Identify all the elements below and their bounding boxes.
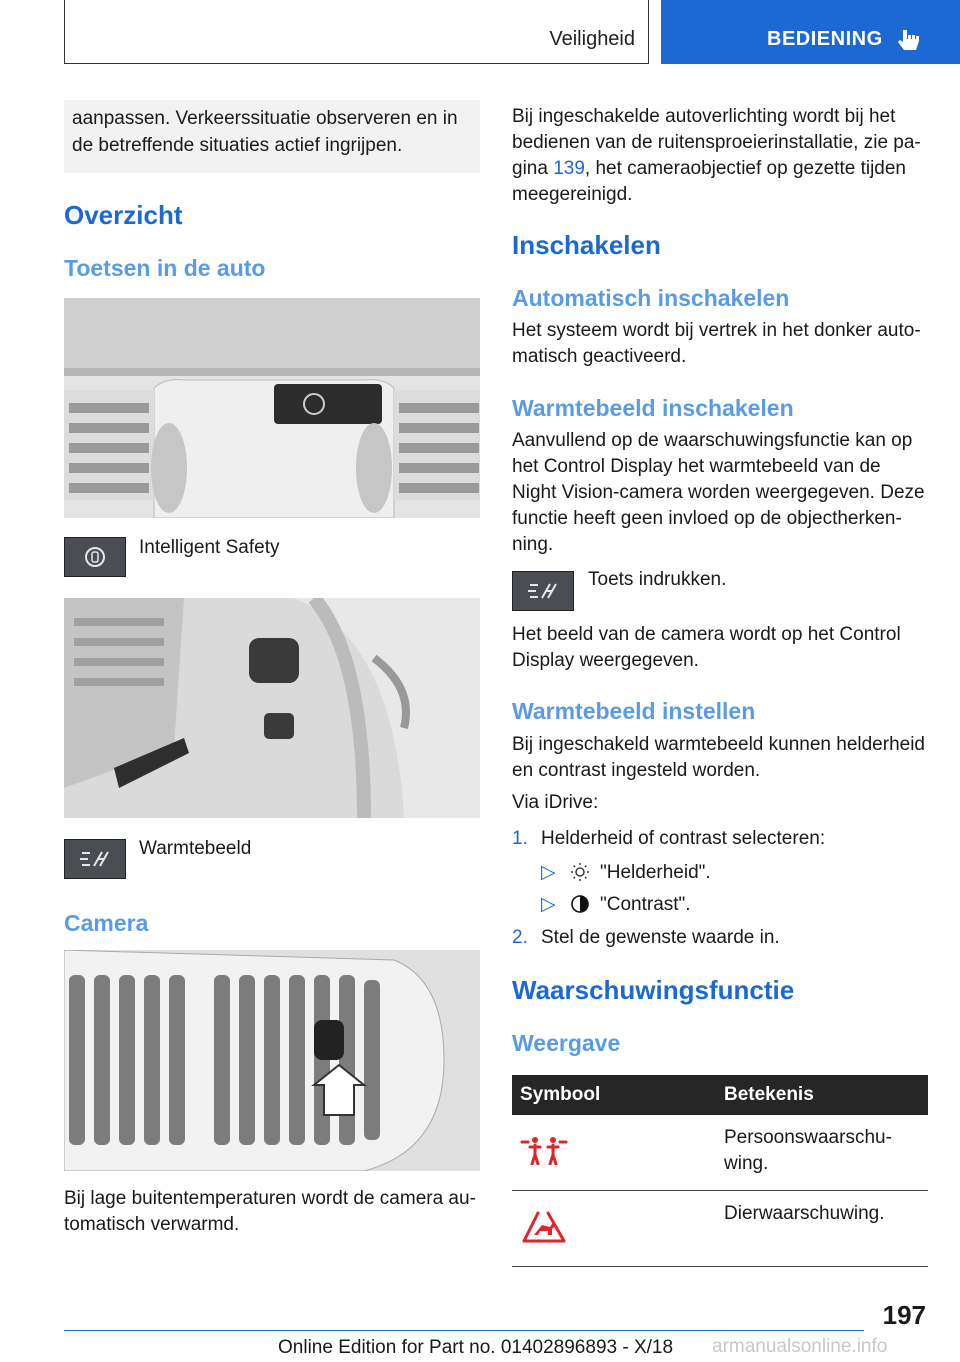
symbol-table: [512, 1075, 928, 1267]
display-text: Het beeld van de camera wordt op het Control Display weergegeven.: [512, 624, 901, 671]
heading-waarschuwingsfunctie: Waarschuwingsfunctie: [512, 975, 795, 1005]
table-row: [512, 1191, 928, 1267]
col-symbool: Symbool: [520, 1084, 601, 1105]
col-betekenis: Betekenis: [724, 1084, 814, 1105]
tab-label: BEDIENING: [767, 28, 883, 50]
heading-automatisch: Automatisch inschakelen: [512, 285, 790, 311]
key1-label: Intelligent Safety: [139, 537, 280, 558]
key-press-text: Toets indrukken.: [588, 569, 727, 590]
edition-text: Online Edition for Part no. 01402896893 - X/18: [278, 1337, 674, 1358]
watermark-text: armanualsonline.info: [712, 1336, 888, 1357]
row1-text: Persoonswaarschu-wing.: [724, 1127, 892, 1174]
footer-rule: [64, 1330, 864, 1331]
row2-text: Dierwaarschuwing.: [724, 1203, 885, 1224]
intelligent-safety-button-icon: [64, 537, 126, 577]
table-header: [512, 1075, 928, 1115]
warm-in-text: Aanvullend op de waarschuwingsfunctie kan op het Control Display het warmtebeeld van de Night Vision-camera worden weergegeven. Deze functie heeft geen invloed op de objectherken-ning.: [512, 430, 925, 555]
page-number: 197: [882, 1300, 926, 1330]
intro-paragraph: [512, 104, 928, 208]
intro-text-b: , het cameraobjectief op gezette tijden meegereinigd.: [512, 158, 906, 205]
step1-number: 1.: [512, 828, 528, 849]
contrast-icon: [570, 894, 590, 914]
warm-inst-text: Bij ingeschakeld warmtebeeld kunnen helderheid en contrast ingesteld worden.: [512, 734, 925, 781]
step2-number: 2.: [512, 927, 528, 948]
page-link-139[interactable]: 139: [553, 158, 585, 179]
table-row: [512, 1115, 928, 1191]
steering-column-photo: [64, 598, 480, 818]
auto-text: Het systeem wordt bij vertrek in het donker auto-matisch geactiveerd.: [512, 320, 921, 367]
heading-overzicht: Overzicht: [64, 200, 183, 230]
section-title: Veiligheid: [549, 28, 635, 50]
step2-text: Stel de gewenste waarde in.: [541, 927, 780, 948]
intro-text-a: Bij ingeschakelde autoverlichting wordt bij het bedienen van de ruitensproeierinstallatie, zie pa-gina: [512, 106, 921, 179]
heading-weergave: Weergave: [512, 1030, 621, 1056]
night-vision-button-icon: [64, 839, 126, 879]
person-warning-icon: [512, 1115, 716, 1190]
step1-text: Helderheid of contrast selecteren:: [541, 828, 826, 849]
bullet-1: ▷: [541, 862, 556, 883]
heading-warmtebeeld-inschakelen: Warmtebeeld inschakelen: [512, 395, 794, 421]
sub1-text: "Helderheid".: [600, 862, 711, 883]
heading-camera: Camera: [64, 910, 149, 936]
tab-bediening[interactable]: [661, 0, 960, 64]
grille-camera-photo: [64, 950, 480, 1171]
camera-text: Bij lage buitentemperaturen wordt de camera au-tomatisch verwarmd.: [64, 1188, 476, 1235]
heading-toetsen: Toetsen in de auto: [64, 255, 266, 281]
key2-label: Warmtebeeld: [139, 838, 252, 859]
note-box: aanpassen. Verkeerssituatie observeren en in de betreffende situaties actief ingrijpen.: [64, 100, 480, 173]
sub2-text: "Contrast".: [600, 894, 691, 915]
bullet-2: ▷: [541, 894, 556, 915]
heading-inschakelen: Inschakelen: [512, 230, 661, 260]
via-idrive: Via iDrive:: [512, 792, 599, 813]
heading-warmtebeeld-instellen: Warmtebeeld instellen: [512, 698, 756, 724]
animal-warning-icon: [512, 1191, 716, 1266]
brightness-icon: [570, 862, 590, 882]
hand-pointer-icon: [897, 28, 921, 54]
night-vision-button-icon-2: [512, 571, 574, 611]
dashboard-buttons-photo: [64, 298, 480, 518]
